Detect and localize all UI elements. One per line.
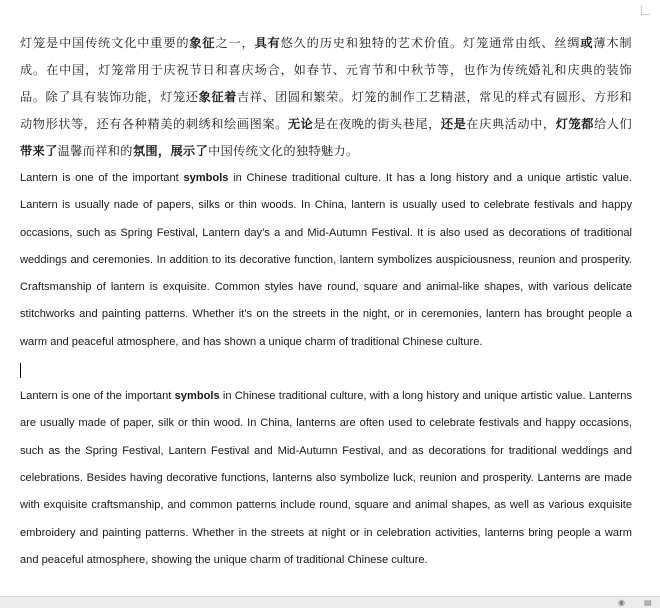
text-cursor <box>20 363 21 378</box>
text-run: 之一， <box>215 36 255 50</box>
bold-text-run: 灯笼都 <box>555 117 594 131</box>
text-run: in Chinese traditional culture, with a long history and unique artistic value. Lanterns are usually made of paper, silk or thin wood. In China, lanterns are often used to celebrate festivals and happy occasions, such as the Spring Festival, Lantern Festival and Mid-Autumn Festival, and as decorations for traditional weddings and celebrations. Besides having decorative functions, lanterns also symbolize luck, reunion and prosperity. Lanterns are made with exquisite craftsmanship, and common patterns include round, square and animal shapes, as well as various exquisite embroidery and painting patterns. Whether in the streets at night or in celebration activities, lanterns bring people a warm and peaceful atmosphere, showing the unique charm of traditional Chinese culture. <box>20 390 632 566</box>
bold-text-run: 象征 <box>189 36 216 50</box>
text-run: 薄木制成。在中国，灯笼常用于庆祝节日和喜庆场合，如春节、元宵节和中秋节等，也作为传统婚礼和庆典的装饰品。除了具有装饰功能，灯笼还 <box>20 36 632 104</box>
eye-icon[interactable]: ◉ <box>618 598 625 607</box>
document-body[interactable] <box>20 30 632 574</box>
text-run: Lantern is one of the important <box>20 390 175 403</box>
page-view-icon[interactable]: ▤ <box>644 598 652 607</box>
empty-line[interactable] <box>20 356 632 383</box>
text-run: 中国传统文化的独特魅力。 <box>208 144 359 158</box>
status-bar <box>0 596 660 608</box>
english-paragraph-draft[interactable] <box>20 165 632 356</box>
text-run: 悠久的历史和独特的艺术价值。灯笼通常由纸、丝绸 <box>280 36 581 50</box>
page-corner-mark <box>641 6 650 15</box>
bold-text-run: 或 <box>580 36 594 50</box>
bold-text-run: 具有 <box>254 36 281 50</box>
text-run: 在庆典活动中， <box>466 117 556 131</box>
bold-text-run: 氛围，展示了 <box>132 144 209 158</box>
text-run: 温馨而祥和的 <box>57 144 133 158</box>
bold-text-run: 无论 <box>287 117 314 131</box>
bold-text-run: 还是 <box>440 117 467 131</box>
chinese-paragraph[interactable] <box>20 30 632 165</box>
text-run: 是在夜晚的街头巷尾， <box>313 117 441 131</box>
text-run: Lantern is one of the important <box>20 172 184 184</box>
text-run: 灯笼是中国传统文化中重要的 <box>20 36 190 50</box>
text-run: in Chinese traditional culture. It has a long history and a unique artistic value. Lantern is usually nade of papers, silks or thin woods. In China, lantern is usually used to celebrate festivals and happy occasions, such as Spring Festival, Lantern day’s a and Mid-Autumn Festival. It is also used as decorations of traditional weddings and ceremonies. In addition to its decorative function, lantern symbolizes auspiciousness, reunion and prosperity. Craftsmanship of lantern is exquisite. Common styles have round, square and animal-like shapes, with various delicate stitchworks and painting patterns. Whether it’s on the streets in the night, or in ceremonies, lantern has brought people a warm and peaceful atmosphere, and has shown a unique charm of traditional Chinese culture. <box>20 172 632 348</box>
text-run: 吉祥、团圆和繁荣。灯笼的制作工艺精湛，常见的样式有圆形、方形和动物形状等，还有各种精美的刺绣和绘画图案。 <box>20 90 632 131</box>
bold-text-run: symbols <box>174 390 220 403</box>
bold-text-run: symbols <box>183 172 229 184</box>
bold-text-run: 象征着 <box>198 90 237 104</box>
bold-text-run: 带来了 <box>20 144 58 158</box>
english-paragraph-revised[interactable] <box>20 383 632 574</box>
text-run: 给人们 <box>593 117 632 131</box>
